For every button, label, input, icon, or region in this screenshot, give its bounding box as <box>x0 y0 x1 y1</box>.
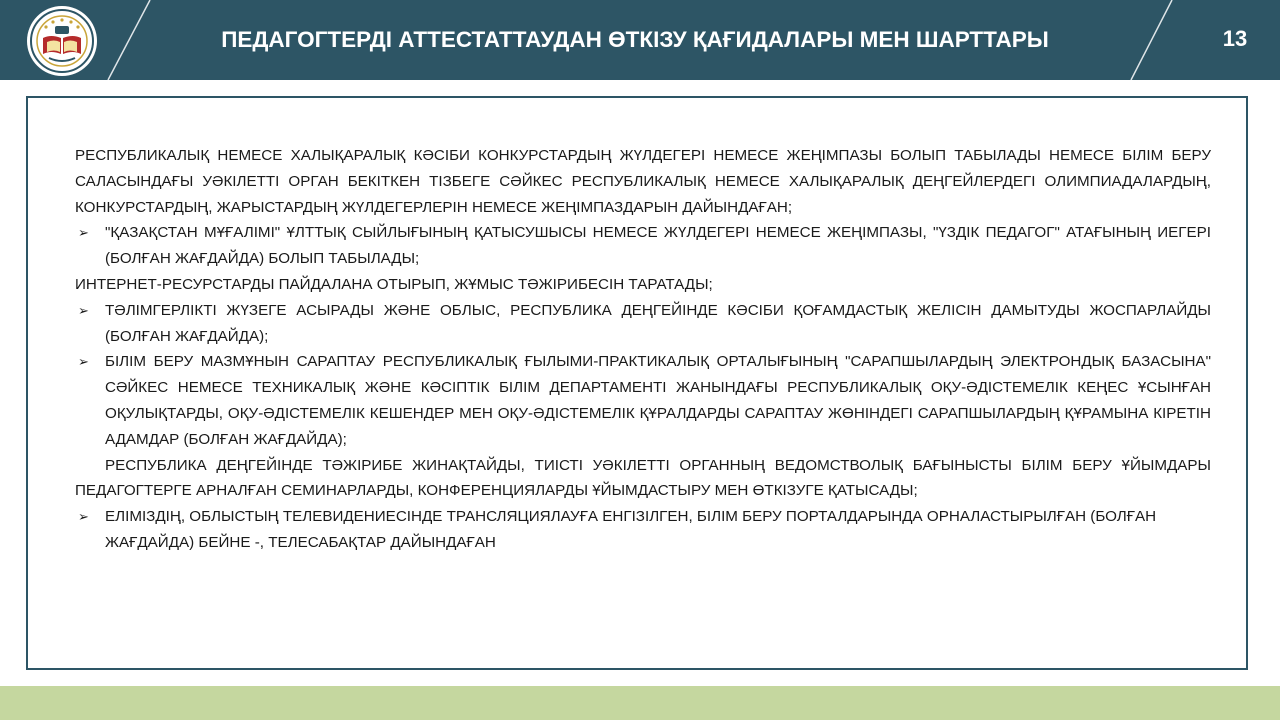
bullet-item <box>75 349 1211 452</box>
content-frame <box>26 96 1248 670</box>
slide-header <box>0 0 1280 80</box>
paragraph: РЕСПУБЛИКА ДЕҢГЕЙІНДЕ ТӘЖІРИБЕ ЖИНАҚТАЙДЫ, ТИІСТІ УӘКІЛЕТТІ ОРГАННЫҢ ВЕДОМСТВОЛЫҚ БАҒЫНЫСТЫ БІЛІМ БЕРУ ҰЙЫМДАРЫ ПЕДАГОГТЕРГЕ АРНАЛҒАН СЕМИНАРЛАРДЫ, КОНФЕРЕНЦИЯЛАРДЫ ҰЙЫМДАСТЫРУ МЕН ӨТКІЗУГЕ ҚАТЫСАДЫ; <box>75 456 1211 500</box>
education-emblem-icon <box>27 6 97 76</box>
arrowhead-bullet-icon: ➢ <box>78 302 89 318</box>
bullet-text: "ҚАЗАҚСТАН МҰҒАЛІМІ" ҰЛТТЫҚ СЫЙЛЫҒЫНЫҢ ҚАТЫСУШЫСЫ НЕМЕСЕ ЖҮЛДЕГЕРІ НЕМЕСЕ ЖЕҢІМПАЗЫ, "ҮЗДІК ПЕДАГОГ" АТАҒЫНЫҢ ИЕГЕРІ (БОЛҒАН ЖАҒДАЙДА) БОЛЫП ТАБЫЛАДЫ; <box>105 224 1211 268</box>
bullet-text: БІЛІМ БЕРУ МАЗМҰНЫН САРАПТАУ РЕСПУБЛИКАЛЫҚ ҒЫЛЫМИ-ПРАКТИКАЛЫҚ ОРТАЛЫҒЫНЫҢ "САРАПШЫЛАРДЫҢ ЭЛЕКТРОНДЫҚ БАЗАСЫНА" СӘЙКЕС НЕМЕСЕ ТЕХНИКАЛЫҚ ЖӘНЕ КӘСІПТІК БІЛІМ ДЕПАРТАМЕНТІ ЖАНЫНДАҒЫ РЕСПУБЛИКАЛЫҚ ОҚУ-ӘДІСТЕМЕЛІК КЕҢЕС ҰСЫНҒАН ОҚУЛЫҚТАРДЫ, ОҚУ-ӘДІСТЕМЕЛІК КЕШЕНДЕР МЕН ОҚУ-ӘДІСТЕМЕЛІК ҚҰРАЛДАРДЫ САРАПТАУ ЖӨНІНДЕГІ САРАПШЫЛАРДЫҢ ҚҰРАМЫНА КІРЕТІН АДАМДАР (БОЛҒАН ЖАҒДАЙДА); <box>105 353 1211 448</box>
page-number: 13 <box>1222 26 1248 51</box>
arrowhead-bullet-icon: ➢ <box>78 509 89 525</box>
bullet-item <box>75 504 1211 556</box>
bullet-item <box>75 298 1211 350</box>
body-text <box>75 143 1211 556</box>
bullet-text: ЕЛІМІЗДІҢ, ОБЛЫСТЫҢ ТЕЛЕВИДЕНИЕСІНДЕ ТРАНСЛЯЦИЯЛАУҒА ЕНГІЗІЛГЕН, БІЛІМ БЕРУ ПОРТАЛДАРЫНДА ОРНАЛАСТЫРЫЛҒАН (БОЛҒАН ЖАҒДАЙДА) БЕЙНЕ -, ТЕЛЕСАБАҚТАР ДАЙЫНДАҒАН <box>105 508 1157 551</box>
footer-band <box>0 686 1280 720</box>
arrowhead-bullet-icon: ➢ <box>78 354 89 370</box>
slide-title: ПЕДАГОГТЕРДІ АТТЕСТАТТАУДАН ӨТКІЗУ ҚАҒИДАЛАРЫ МЕН ШАРТТАРЫ <box>221 27 1049 52</box>
bullet-text: ТӘЛІМГЕРЛІКТІ ЖҮЗЕГЕ АСЫРАДЫ ЖӘНЕ ОБЛЫС, РЕСПУБЛИКА ДЕҢГЕЙІНДЕ КӘСІБИ ҚОҒАМДАСТЫҚ ЖЕЛІСІН ДАМЫТУДЫ ЖОСПАРЛАЙДЫ (БОЛҒАН ЖАҒДАЙДА); <box>105 301 1211 345</box>
bullet-item <box>75 220 1211 272</box>
paragraph: РЕСПУБЛИКАЛЫҚ НЕМЕСЕ ХАЛЫҚАРАЛЫҚ КӘСІБИ КОНКУРСТАРДЫҢ ЖҮЛДЕГЕРІ НЕМЕСЕ ЖЕҢІМПАЗЫ БОЛЫП ТАБЫЛАДЫ НЕМЕСЕ БІЛІМ БЕРУ САЛАСЫНДАҒЫ УӘКІЛЕТТІ ОРГАН БЕКІТКЕН ТІЗБЕГЕ СӘЙКЕС РЕСПУБЛИКАЛЫҚ НЕМЕСЕ ХАЛЫҚАРАЛЫҚ ДЕҢГЕЙЛЕРДЕГІ ОЛИМПИАДАЛАРДЫҢ, КОНКУРСТАРДЫҢ, ЖАРЫСТАРДЫҢ ЖҮЛДЕГЕРЛЕРІН НЕМЕСЕ ЖЕҢІМПАЗДАРЫН ДАЙЫНДАҒАН; <box>75 147 1211 216</box>
paragraph: ИНТЕРНЕТ-РЕСУРСТАРДЫ ПАЙДАЛАНА ОТЫРЫП, ЖҰМЫС ТӘЖІРИБЕСІН ТАРАТАДЫ; <box>75 275 713 293</box>
arrowhead-bullet-icon: ➢ <box>78 225 89 241</box>
